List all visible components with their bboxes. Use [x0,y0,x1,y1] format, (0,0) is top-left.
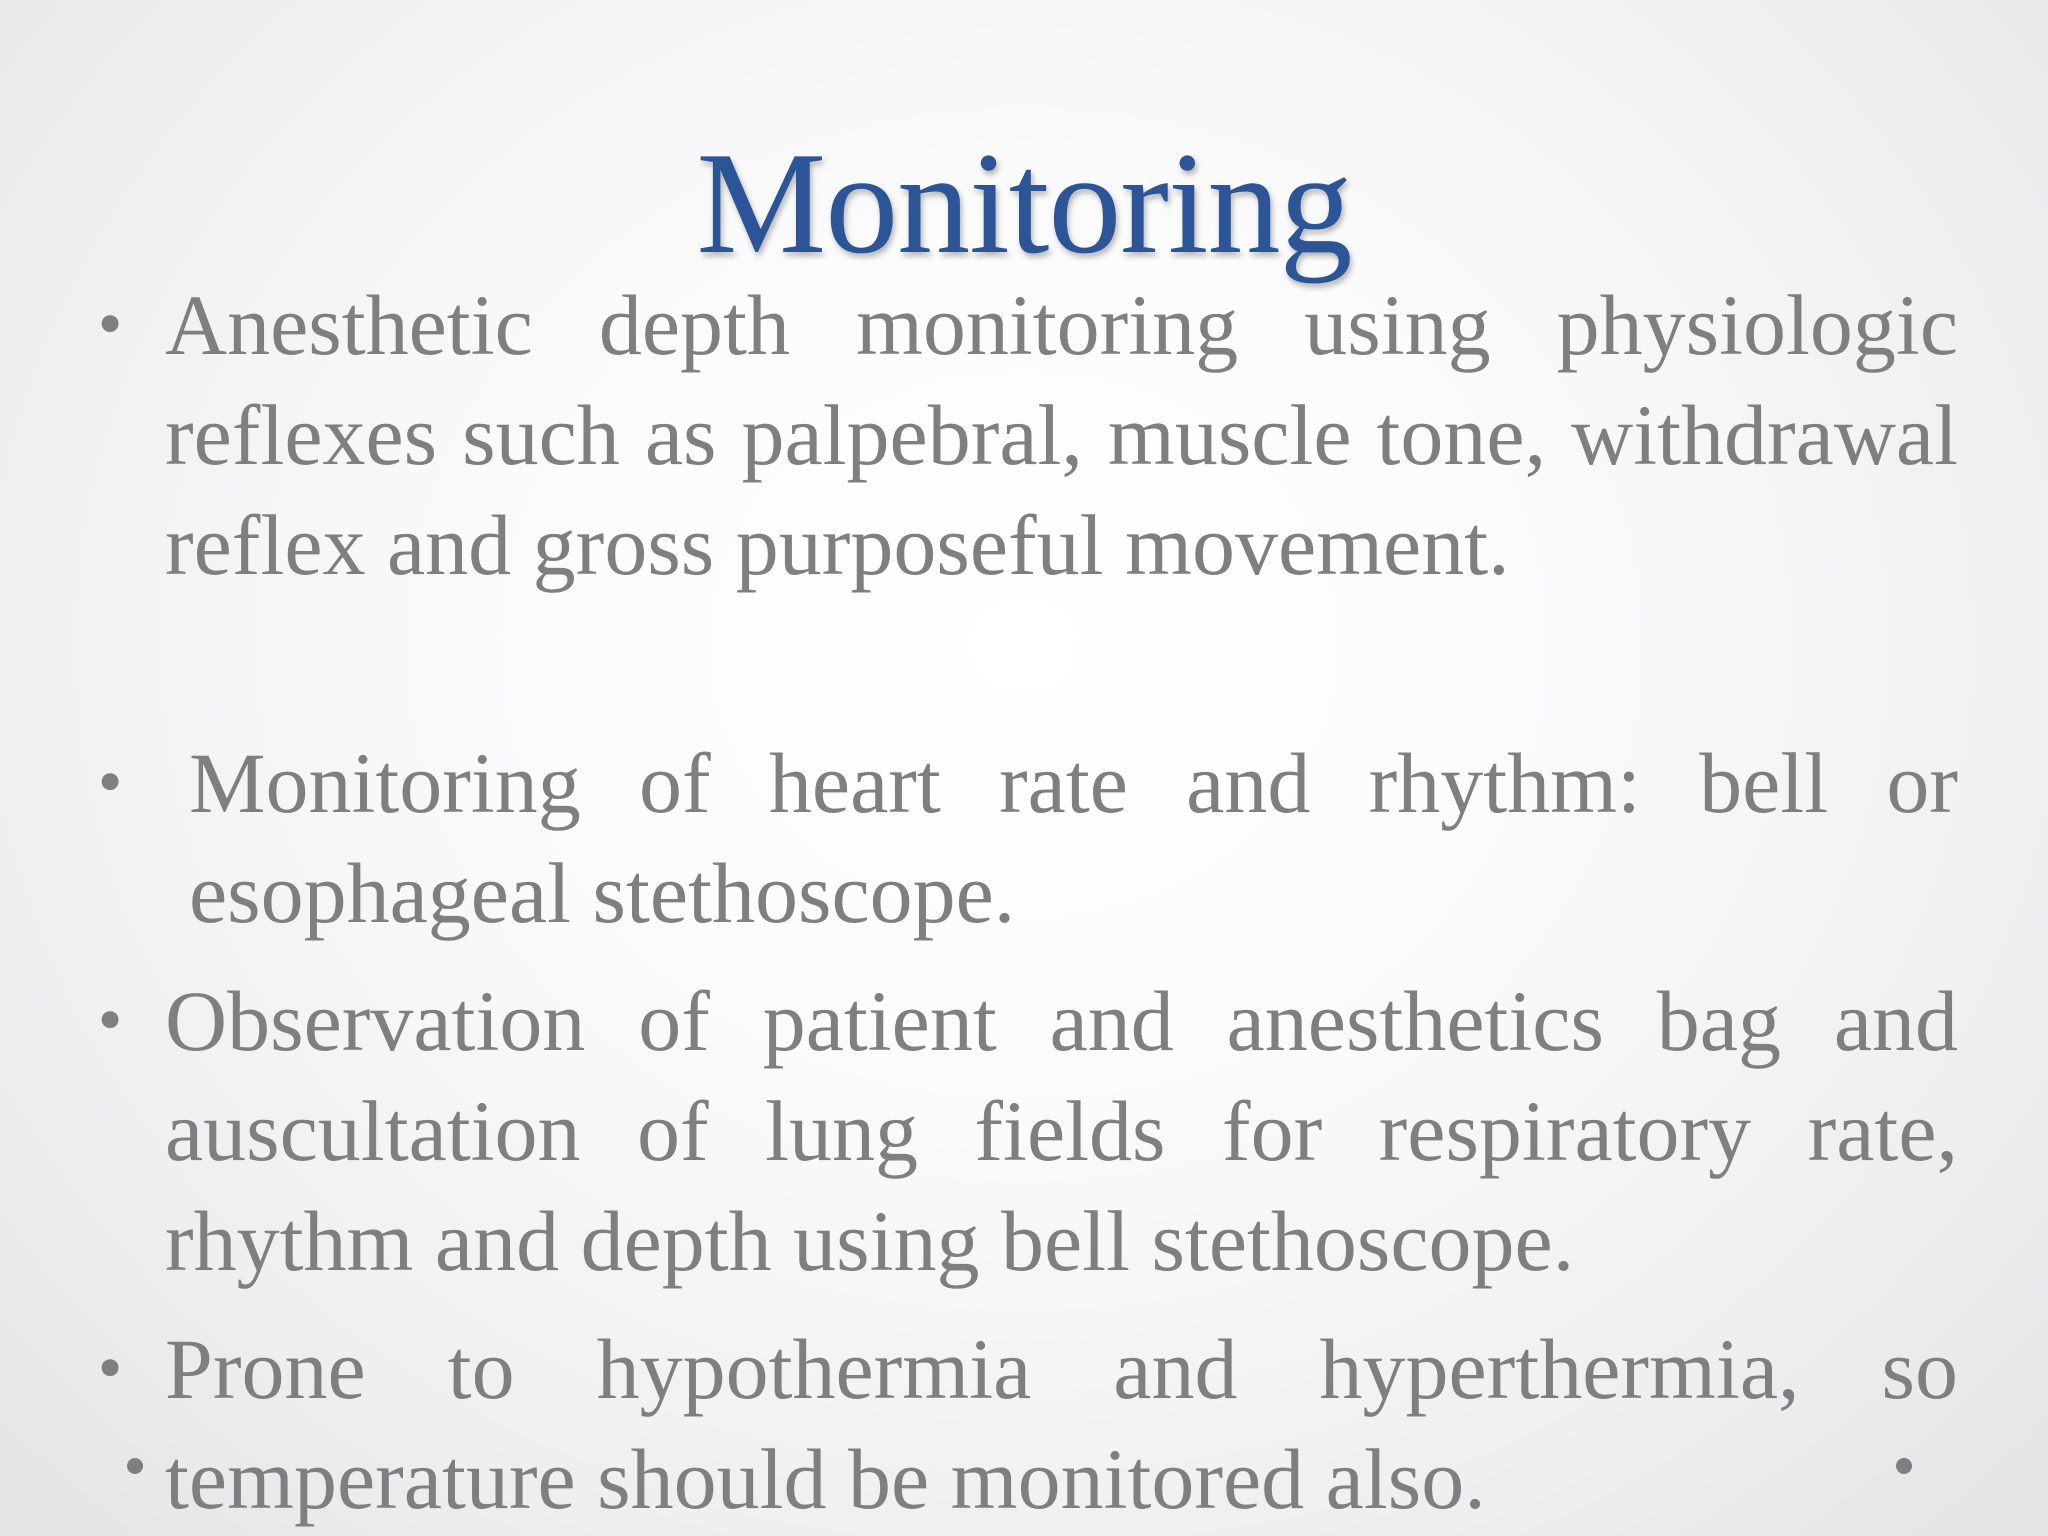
bullet-text: Anesthetic depth monitoring using physiologic reflexes such as palpebral, muscle tone, withdrawal reflex and gross purposeful movement. [165,277,1958,593]
slide-title: Monitoring [696,122,1352,284]
bullet-item [93,1314,1958,1534]
bullet-marker: • [93,291,128,359]
decorative-dot-right [1896,1458,1912,1474]
bullet-marker: • [93,749,128,817]
bullet-text: Observation of patient and anesthetics bag and auscultation of lung fields for respiratory rate, rhythm and depth using bell stethoscope. [165,973,1958,1289]
bullet-item [93,966,1958,1296]
bullet-text: Monitoring of heart rate and rhythm: bell or esophageal stethoscope. [189,735,1958,941]
bullet-item [93,270,1958,600]
bullet-text: Prone to hypothermia and hyperthermia, so temperature should be monitored also. [165,1321,1958,1527]
bullet-item [93,728,1958,948]
decorative-dot-left [127,1458,143,1474]
bullet-marker: • [93,1335,128,1403]
bullet-marker: • [93,987,128,1055]
